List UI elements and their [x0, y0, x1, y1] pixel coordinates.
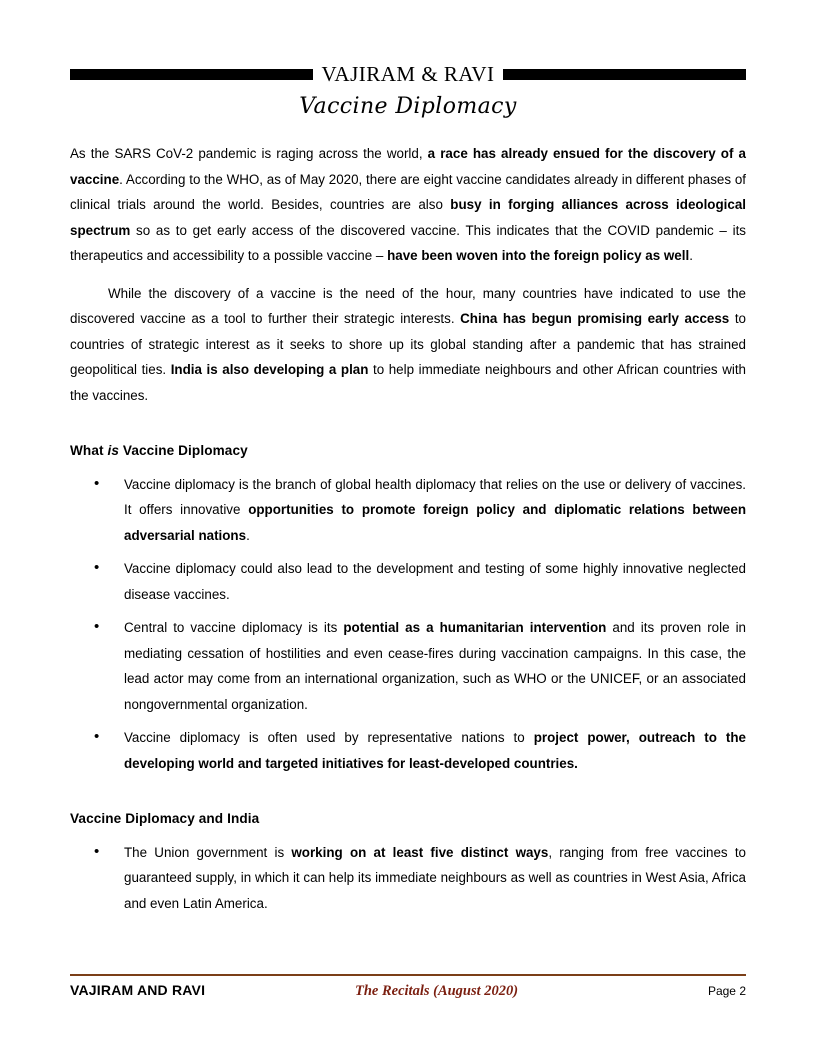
page-title: Vaccine Diplomacy — [299, 94, 517, 119]
heading-segment: Vaccine Diplomacy — [119, 443, 248, 458]
text-segment: Vaccine diplomacy could also lead to the development and testing of some highly innovative neglected disease vaccines. — [124, 561, 746, 602]
masthead-title: VAJIRAM & RAVI — [321, 62, 495, 86]
footer-brand: VAJIRAM AND RAVI — [70, 982, 206, 998]
text-segment-bold: potential as a humanitarian intervention — [343, 620, 607, 635]
list-item — [70, 840, 746, 917]
text-segment: Vaccine diplomacy is often used by representative nations to — [124, 730, 534, 745]
text-segment-bold: a race has already ensued for the discovery of a vaccine — [70, 146, 746, 187]
footer-divider — [70, 974, 746, 976]
bullet-list-vaccine-diplomacy-and-india — [70, 840, 746, 917]
text-segment-bold: China has begun promising early access — [460, 311, 730, 326]
list-item — [70, 615, 746, 717]
footer-page-number: Page 2 — [707, 984, 746, 998]
bullet-list-what-is-vaccine-diplomacy — [70, 472, 746, 777]
footer-publication: The Recitals (August 2020) — [354, 983, 519, 999]
text-segment: As the SARS CoV-2 pandemic is raging across the world, — [70, 146, 428, 161]
masthead-bar-right — [503, 69, 746, 80]
text-segment: to help immediate neighbours and other African countries with the vaccines. — [70, 362, 747, 403]
text-segment: . — [689, 248, 693, 263]
list-item — [70, 472, 746, 549]
list-item — [70, 725, 746, 776]
paragraph-strategic-interests — [70, 281, 746, 409]
list-item — [70, 556, 746, 607]
text-segment-bold: project power, outreach to the developing world and targeted initiatives for least-developed countries. — [124, 730, 747, 771]
text-segment: . — [246, 527, 250, 543]
section-heading-what-is-vaccine-diplomacy — [70, 438, 746, 464]
masthead — [70, 62, 746, 87]
page-footer — [70, 974, 746, 1000]
heading-segment: What — [70, 443, 108, 458]
heading-segment: Vaccine Diplomacy and India — [70, 811, 260, 826]
text-segment-bold: have been woven into the foreign policy as well — [387, 248, 690, 263]
text-segment: , ranging from free vaccines to guaranteed supply, in which it can help its immediate neighbours as well as countries in West Asia, Africa and even Latin America. — [124, 844, 746, 911]
text-segment: . According to the WHO, as of May 2020, there are eight vaccine candidates already in different phases of clinical trials around the world. Besides, countries are also — [70, 171, 746, 212]
text-segment-bold: busy in forging alliances across ideological spectrum — [70, 197, 747, 238]
text-segment-bold: India is also developing a plan — [170, 362, 369, 377]
section-heading-vaccine-diplomacy-and-india — [70, 806, 746, 832]
text-segment-bold: working on at least five distinct ways — [291, 844, 549, 860]
text-segment: so as to get early access of the discovered vaccine. This indicates that the COVID pandemic – its therapeutics and accessibility to a possible vaccine – — [70, 222, 746, 263]
text-segment: The Union government is — [124, 844, 292, 860]
heading-segment-italic: is — [107, 443, 120, 458]
text-segment: Vaccine diplomacy is the branch of global health diplomacy that relies on the use or delivery of vaccines. It offers innovative — [124, 476, 746, 517]
masthead-bar-left — [70, 69, 313, 80]
text-segment-bold: opportunities to promote foreign policy and diplomatic relations between adversarial nations — [124, 502, 746, 543]
text-segment: and its proven role in mediating cessation of hostilities and even cease-fires during vaccination campaigns. In this case, the lead actor may come from an international organization, such as WHO or the UNICEF, or an associated nongovernmental organization. — [124, 620, 746, 712]
document-body — [70, 141, 746, 916]
text-segment: While the discovery of a vaccine is the need of the hour, many countries have indicated to use the discovered vaccine as a tool to further their strategic interests. — [70, 285, 746, 326]
text-segment: Central to vaccine diplomacy is its — [124, 620, 344, 635]
footer-row — [70, 982, 746, 1000]
text-segment: to countries of strategic interest as it seeks to shore up its global standing after a pandemic that has strained geopolitical ties. — [70, 311, 746, 377]
paragraph-intro — [70, 141, 746, 269]
